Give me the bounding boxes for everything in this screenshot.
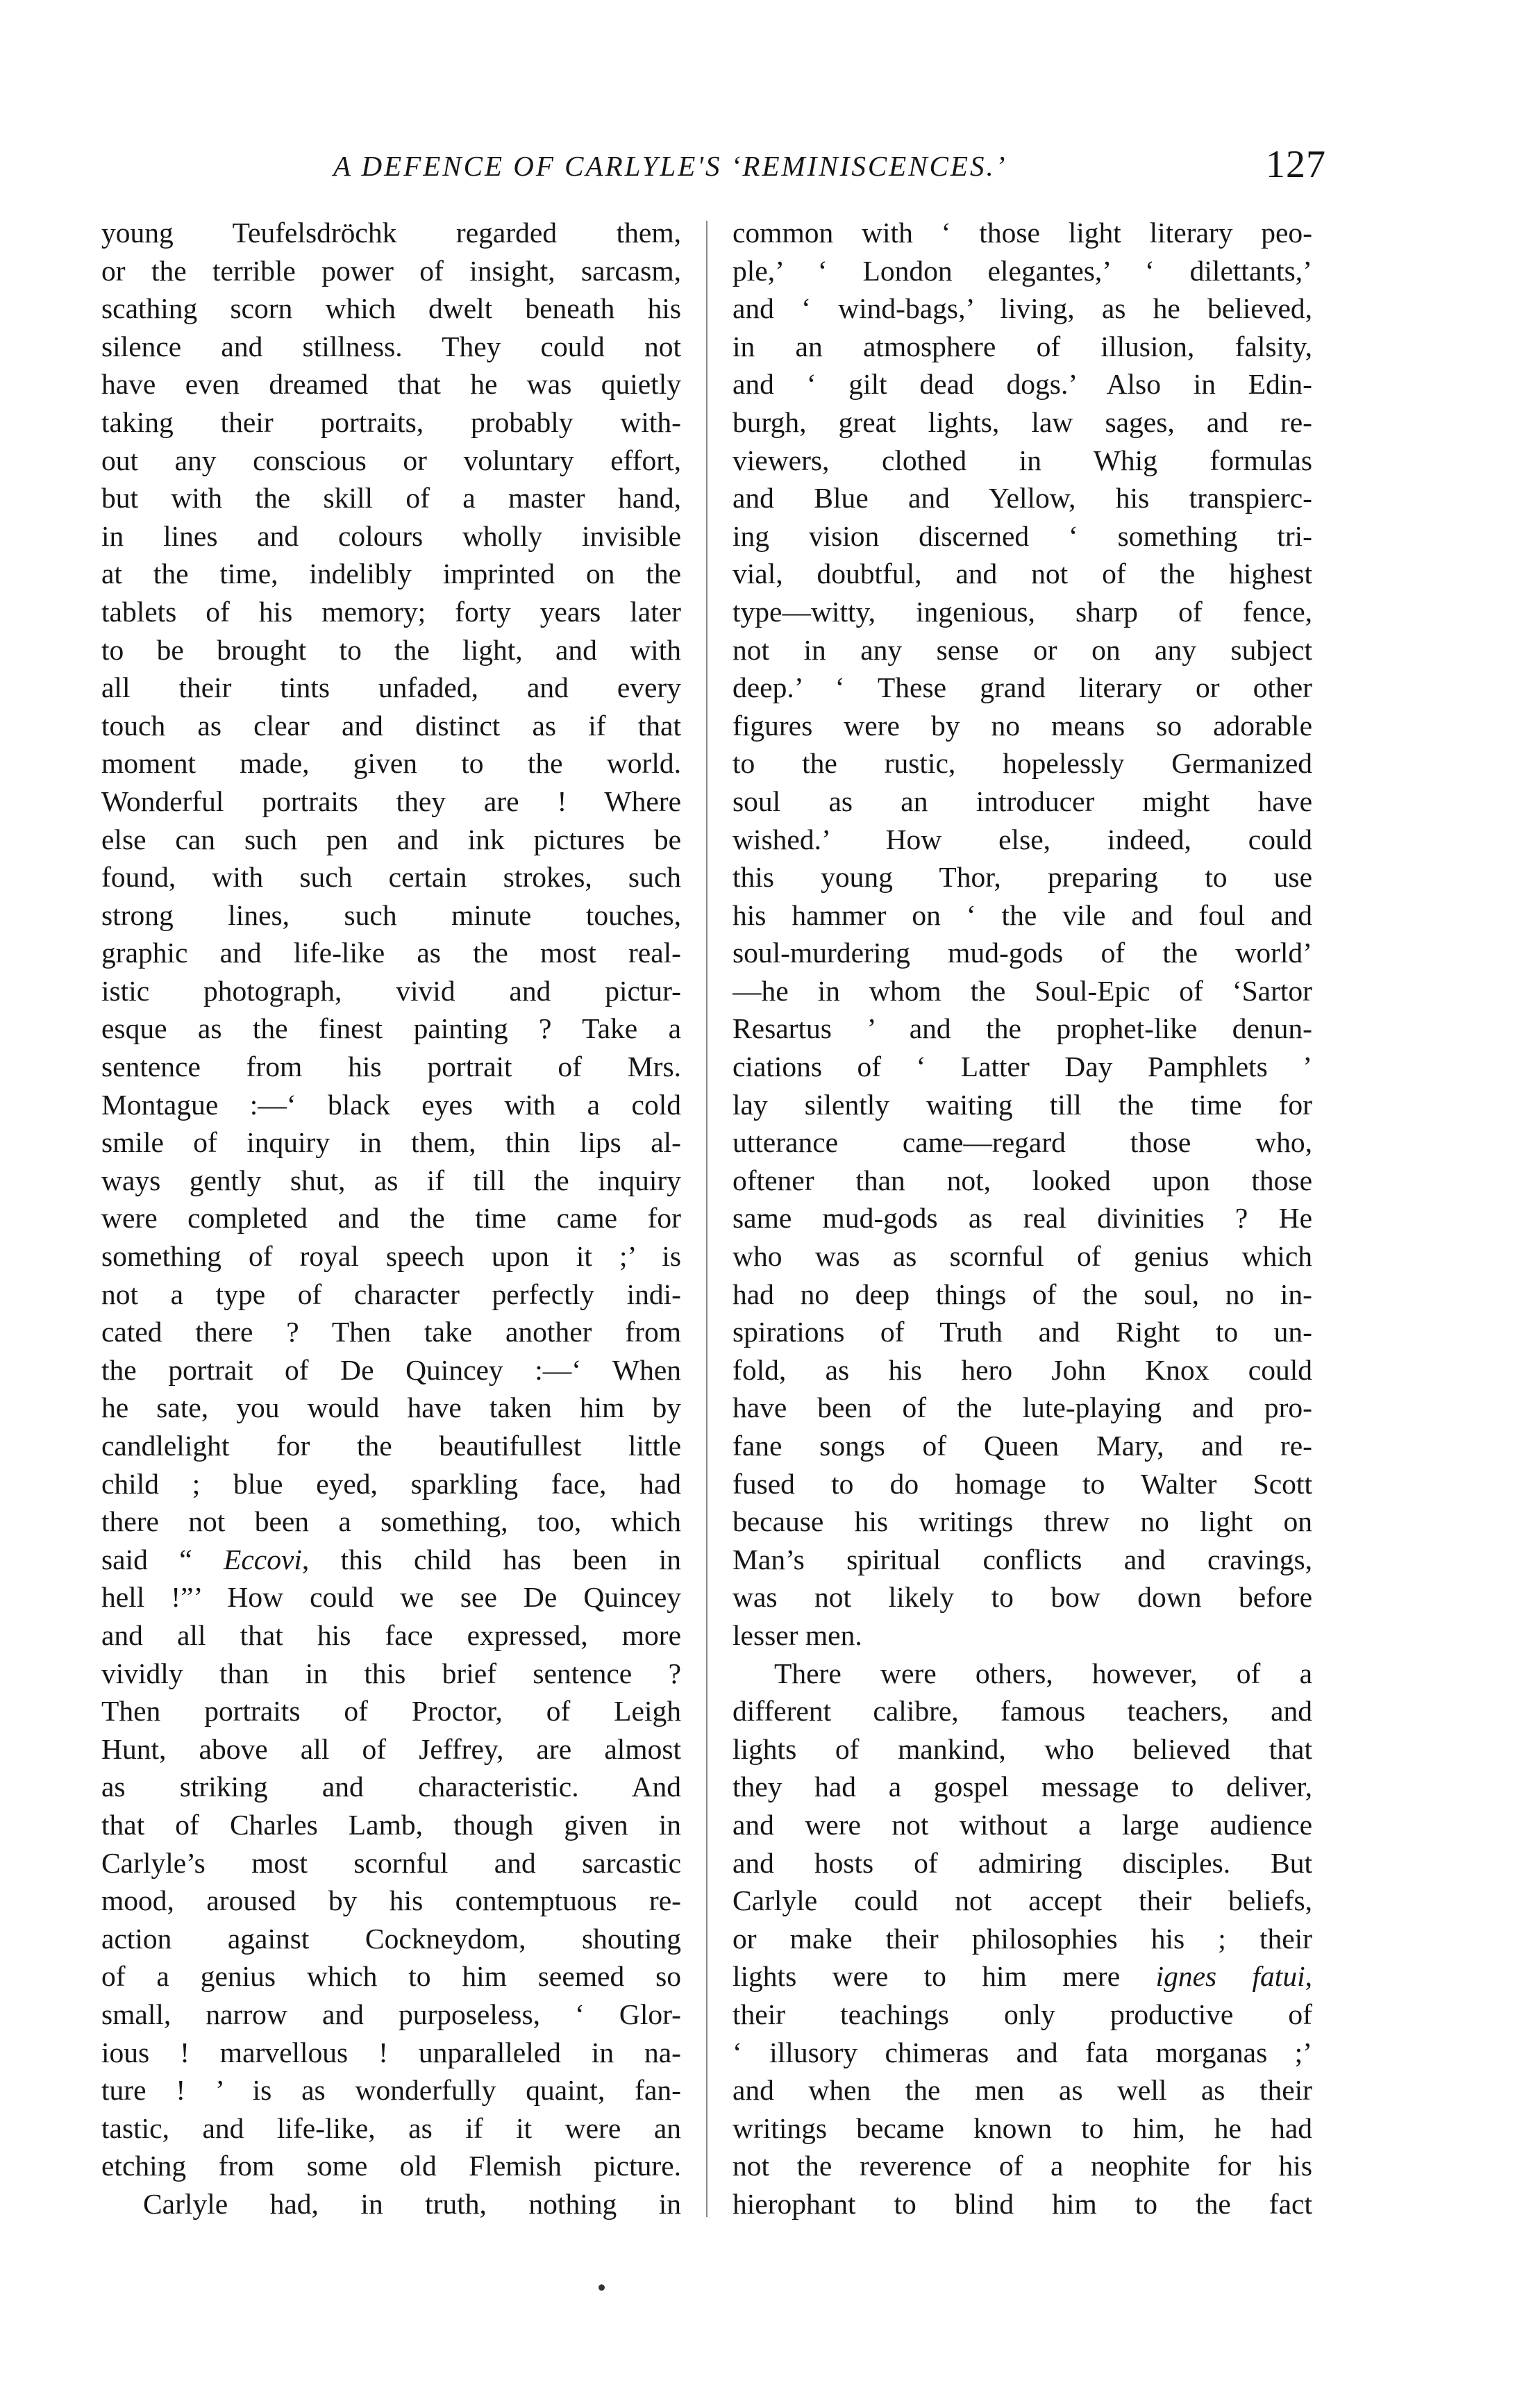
text-line: to the rustic, hopelessly Germanized [733,747,1312,780]
text-line: taking their portraits, probably with- [101,405,681,438]
text-line: Hunt, above all of Jeffrey, are almost [101,1732,681,1765]
text-line: was not likely to bow down before [733,1581,1312,1614]
text-line: ing vision discerned ‘ something tri- [733,519,1312,552]
text-line: because his writings threw no light on [733,1505,1312,1538]
text-line: type—witty, ingenious, sharp of fence, [733,595,1312,628]
text-line: not a type of character perfectly indi- [101,1278,681,1310]
italic-phrase: ignes fatui [1155,1960,1305,1993]
text-line: the portrait of De Quincey :—‘ When [101,1353,681,1386]
text-line: Carlyle could not accept their beliefs, [733,1884,1312,1917]
italic-phrase: Eccovi [224,1543,302,1575]
text-line: moment made, given to the world. [101,747,681,780]
text-line: else can such pen and ink pictures be [101,823,681,855]
text-line: ple,’ ‘ London elegantes,’ ‘ dilettants,’ [733,254,1312,287]
text-line: have been of the lute-playing and pro- [733,1391,1312,1424]
text-line: they had a gospel message to deliver, [733,1771,1312,1803]
text-line: hell !”’ How could we see De Quincey [101,1581,681,1614]
text-line: all their tints unfaded, and every [101,671,681,704]
text-line: not in any sense or on any subject [733,633,1312,666]
text-line: soul as an introducer might have [733,785,1312,817]
text-line: different calibre, famous teachers, and [733,1695,1312,1728]
text-line: Montague :—‘ black eyes with a cold [101,1088,681,1121]
text-line: were completed and the time came for [101,1202,681,1235]
text-line: ‘ illusory chimeras and fata morganas ;’ [733,2036,1312,2068]
text-line: he sate, you would have taken him by [101,1391,681,1424]
text-line: tablets of his memory; forty years later [101,595,681,628]
text-line: or the terrible power of insight, sarcasm, [101,254,681,287]
text-line: silence and stillness. They could not [101,330,681,362]
text-line: —he in whom the Soul-Epic of ‘Sartor [733,974,1312,1007]
text-line: to be brought to the light, and with [101,633,681,666]
text-line: in an atmosphere of illusion, falsity, [733,330,1312,362]
text-line: ture ! ’ is as wonderfully quaint, fan- [101,2074,681,2107]
text-line: and ‘ gilt dead dogs.’ Also in Edin- [733,368,1312,401]
text-line: out any conscious or voluntary effort, [101,444,681,476]
text-line: sentence from his portrait of Mrs. [101,1051,681,1083]
text-line: at the time, indelibly imprinted on the [101,558,681,590]
text-line: not the reverence of a neophite for his [733,2150,1312,2182]
text-line: tastic, and life-like, as if it were an [101,2112,681,2144]
text-line: same mud-gods as real divinities ? He [733,1202,1312,1235]
text-line: oftener than not, looked upon those [733,1164,1312,1196]
text-line: smile of inquiry in them, thin lips al- [101,1126,681,1159]
text-line: said “ Eccovi, this child has been in [101,1543,681,1575]
text-line: burgh, great lights, law sages, and re- [733,405,1312,438]
text-line: ciations of ‘ Latter Day Pamphlets ’ [733,1051,1312,1083]
text-line: fused to do homage to Walter Scott [733,1467,1312,1500]
text-line: child ; blue eyed, sparkling face, had [101,1467,681,1500]
text-line: have even dreamed that he was quietly [101,368,681,401]
text-line: Then portraits of Proctor, of Leigh [101,1695,681,1728]
text-line: cated there ? Then take another from [101,1316,681,1348]
text-line: touch as clear and distinct as if that [101,709,681,742]
text-line: spirations of Truth and Right to un- [733,1316,1312,1348]
text-line: their teachings only productive of [733,1998,1312,2030]
text-line: there not been a something, too, which [101,1505,681,1538]
text-line: or make their philosophies his ; their [733,1922,1312,1955]
printer-mark [599,2284,605,2291]
text-line: and hosts of admiring disciples. But [733,1846,1312,1879]
running-header [333,142,1326,198]
text-line: had no deep things of the soul, no in- [733,1278,1312,1310]
text-line: common with ‘ those light literary peo- [733,217,1312,249]
running-title: A DEFENCE OF CARLYLE'S ‘REMINISCENCES.’ [333,150,1007,182]
text-line: figures were by no means so adorable [733,709,1312,742]
text-line: Resartus ’ and the prophet-like denun- [733,1012,1312,1045]
text-line: Carlyle had, in truth, nothing in [143,2187,681,2220]
text-line: utterance came—regard those who, [733,1126,1312,1159]
text-line: in lines and colours wholly invisible [101,519,681,552]
text-line: istic photograph, vivid and pictur- [101,974,681,1007]
text-line: scathing scorn which dwelt beneath his [101,292,681,325]
text-line: etching from some old Flemish picture. [101,2150,681,2182]
text-line: and all that his face expressed, more [101,1619,681,1651]
text-line: and when the men as well as their [733,2074,1312,2107]
text-line: deep.’ ‘ These grand literary or other [733,671,1312,704]
text-line: mood, aroused by his contemptuous re- [101,1884,681,1917]
text-line: There were others, however, of a [774,1657,1312,1689]
text-line: lesser men. [733,1619,862,1651]
text-line: soul-murdering mud-gods of the world’ [733,937,1312,969]
text-line: this young Thor, preparing to use [733,861,1312,894]
text-line: action against Cockneydom, shouting [101,1922,681,1955]
text-line: vial, doubtful, and not of the highest [733,558,1312,590]
text-line: vividly than in this brief sentence ? [101,1657,681,1689]
text-line: fane songs of Queen Mary, and re- [733,1430,1312,1462]
text-line: but with the skill of a master hand, [101,482,681,515]
text-line: wished.’ How else, indeed, could [733,823,1312,855]
text-line: lights of mankind, who believed that [733,1732,1312,1765]
text-line: writings became known to him, he had [733,2112,1312,2144]
text-line: something of royal speech upon it ;’ is [101,1240,681,1273]
text-line: candlelight for the beautifullest little [101,1430,681,1462]
text-line: strong lines, such minute touches, [101,898,681,931]
text-line: lay silently waiting till the time for [733,1088,1312,1121]
text-line: his hammer on ‘ the vile and foul and [733,898,1312,931]
text-line: and ‘ wind-bags,’ living, as he believed, [733,292,1312,325]
page-number: 127 [1266,143,1326,186]
text-line: Wonderful portraits they are ! Where [101,785,681,817]
text-line: as striking and characteristic. And [101,1771,681,1803]
text-line: ways gently shut, as if till the inquiry [101,1164,681,1196]
column-divider [706,221,708,2217]
text-line: ious ! marvellous ! unparalleled in na- [101,2036,681,2068]
text-line: esque as the finest painting ? Take a [101,1012,681,1045]
left-text-column [101,214,681,2223]
text-line: young Teufelsdröchk regarded them, [101,217,681,249]
text-line: graphic and life-like as the most real- [101,937,681,969]
text-line: hierophant to blind him to the fact [733,2187,1312,2220]
text-line: Carlyle’s most scornful and sarcastic [101,1846,681,1879]
text-line: Man’s spiritual conflicts and cravings, [733,1543,1312,1575]
text-line: viewers, clothed in Whig formulas [733,444,1312,476]
right-text-column [733,214,1312,2223]
text-line: of a genius which to him seemed so [101,1960,681,1993]
text-line: found, with such certain strokes, such [101,861,681,894]
text-line: fold, as his hero John Knox could [733,1353,1312,1386]
text-line: who was as scornful of genius which [733,1240,1312,1273]
text-line: and Blue and Yellow, his transpierc- [733,482,1312,515]
text-line: lights were to him mere ignes fatui, [733,1960,1312,1993]
text-line: that of Charles Lamb, though given in [101,1808,681,1841]
text-line: and were not without a large audience [733,1808,1312,1841]
text-line: small, narrow and purposeless, ‘ Glor- [101,1998,681,2030]
